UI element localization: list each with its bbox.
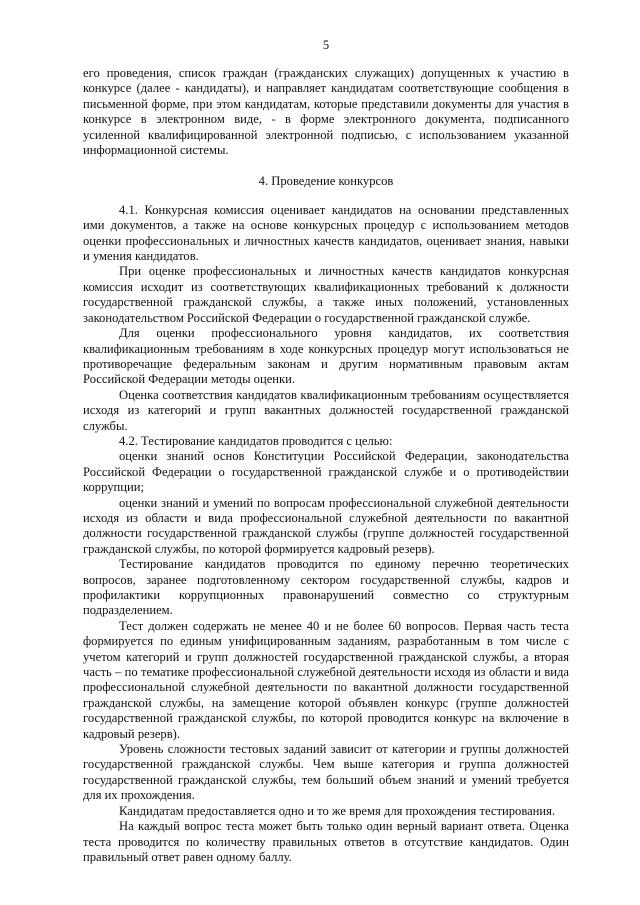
paragraph-4-1: 4.1. Конкурсная комиссия оценивает кандидатов на основании представленных ими документов, а также на основе конкурсных процедур с использованием методов оценки профессиональных и личностных качеств кандидатов, оценивает знания, навыки и умения кандидатов. [83, 202, 569, 264]
paragraph-qualification-assessment: Оценка соответствия кандидатов квалификационным требованиям осуществляется исходя из категорий и групп вакантных должностей государственной гражданской службы. [83, 387, 569, 433]
paragraph-professional-knowledge: оценки знаний и умений по вопросам профессиональной служебной деятельности исходя из области и вида профессиональной служебной деятельности по вакантной должности государственной гражданской службы (группе должностей государственной гражданской службы, по которой формируется кадровый резерв). [83, 495, 569, 556]
paragraph-constitution-knowledge: оценки знаний основ Конституции Российской Федерации, законодательства Российской Федерации о государственной гражданской службе и о противодействии коррупции; [83, 449, 569, 495]
paragraph-test-content: Тест должен содержать не менее 40 и не более 60 вопросов. Первая часть теста формируется по единым унифицированным заданиям, разработанным в том числе с учетом категорий и групп должностей государственной гражданской службы, а вторая часть – по тематике профессиональной служебной деятельности исходя из области и вида профессиональной служебной деятельности по вакантной должности государственной гражданской службы, на замещение которой объявлен конкурс (группе должностей государственной гражданской службы, по которой проводится конкурс на включение в кадровый резерв). [83, 618, 569, 741]
intro-paragraph: его проведения, список граждан (гражданских служащих) допущенных к участию в конкурсе (далее - кандидаты), и направляет кандидатам соответствующие сообщения в письменной форме, при этом кандидатам, которые представили документы для участия в конкурсе в электронном виде, - в форме электронного документа, подписанного усиленной квалифицированной электронной подписью, с использованием указанной информационной системы. [83, 66, 569, 158]
section-title: 4. Проведение конкурсов [258, 174, 394, 189]
paragraph-evaluation-methods: Для оценки профессионального уровня кандидатов, их соответствия квалификационным требованиям в ходе конкурсных процедур могут использоваться не противоречащие федеральным законам и другим нормативным правовым актам Российской Федерации методы оценки. [83, 326, 569, 387]
paragraph-test-scoring: На каждый вопрос теста может быть только один верный вариант ответа. Оценка теста проводится по количеству правильных ответов в отсутствие кандидатов. Один правильный ответ равен одному баллу. [83, 819, 569, 864]
paragraph-4-2: 4.2. Тестирование кандидатов проводится с целью: [119, 433, 393, 448]
paragraph-test-difficulty: Уровень сложности тестовых заданий зависит от категории и группы должностей государственной гражданской службы. Чем выше категория и группа должностей государственной гражданской службы, тем больший объем знаний и умений требуется для их прохождения. [83, 742, 569, 803]
paragraph-test-time: Кандидатам предоставляется одно и то же время для прохождения тестирования. [119, 803, 556, 818]
document-body [83, 66, 569, 865]
paragraph-testing-questions: Тестирование кандидатов проводится по единому перечню теоретических вопросов, заранее подготовленному сектором государственной службы, кадров и профилактики коррупционных правонарушений совместно со структурным подразделением. [83, 557, 569, 618]
page-number: 5 [322, 38, 330, 52]
document-page [83, 0, 569, 905]
paragraph-evaluation-basis: При оценке профессиональных и личностных качеств кандидатов конкурсная комиссия исходит из соответствующих квалификационных требований к должности государственной гражданской службы, а также иных положений, установленных законодательством Российской Федерации о государственной гражданской службе. [83, 264, 569, 325]
